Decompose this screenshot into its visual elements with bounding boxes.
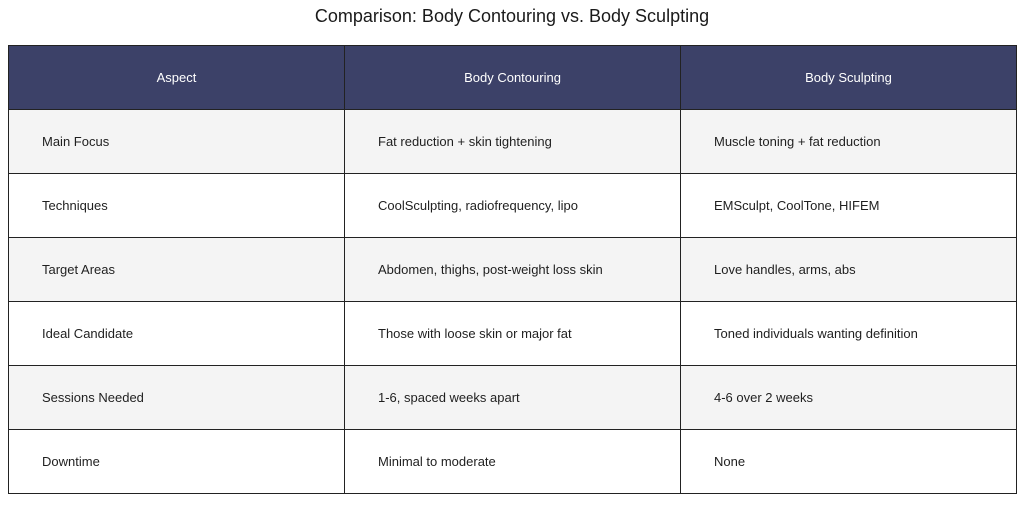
comparison-table [8, 45, 1017, 494]
row-aspect-cell: Main Focus [9, 110, 345, 174]
body-contouring-cell: Abdomen, thighs, post-weight loss skin [345, 238, 681, 302]
row-aspect-cell: Target Areas [9, 238, 345, 302]
column-header-body-sculpting: Body Sculpting [681, 46, 1017, 110]
body-sculpting-cell: EMSculpt, CoolTone, HIFEM [681, 174, 1017, 238]
column-header-body-contouring: Body Contouring [345, 46, 681, 110]
body-contouring-cell: CoolSculpting, radiofrequency, lipo [345, 174, 681, 238]
row-aspect-cell: Techniques [9, 174, 345, 238]
body-contouring-cell: Fat reduction + skin tightening [345, 110, 681, 174]
body-sculpting-cell: 4-6 over 2 weeks [681, 366, 1017, 430]
row-aspect-cell: Sessions Needed [9, 366, 345, 430]
body-sculpting-cell: None [681, 430, 1017, 494]
table-row [9, 302, 1017, 366]
body-contouring-cell: Minimal to moderate [345, 430, 681, 494]
body-sculpting-cell: Love handles, arms, abs [681, 238, 1017, 302]
body-contouring-cell: Those with loose skin or major fat [345, 302, 681, 366]
table-row [9, 366, 1017, 430]
table-row [9, 430, 1017, 494]
body-sculpting-cell: Muscle toning + fat reduction [681, 110, 1017, 174]
page-title: Comparison: Body Contouring vs. Body Sculpting [314, 6, 710, 26]
row-aspect-cell: Ideal Candidate [9, 302, 345, 366]
table-row [9, 174, 1017, 238]
table-row [9, 238, 1017, 302]
column-header-aspect: Aspect [9, 46, 345, 110]
body-sculpting-cell: Toned individuals wanting definition [681, 302, 1017, 366]
row-aspect-cell: Downtime [9, 430, 345, 494]
body-contouring-cell: 1-6, spaced weeks apart [345, 366, 681, 430]
table-row [9, 110, 1017, 174]
table-header-row [9, 46, 1017, 110]
